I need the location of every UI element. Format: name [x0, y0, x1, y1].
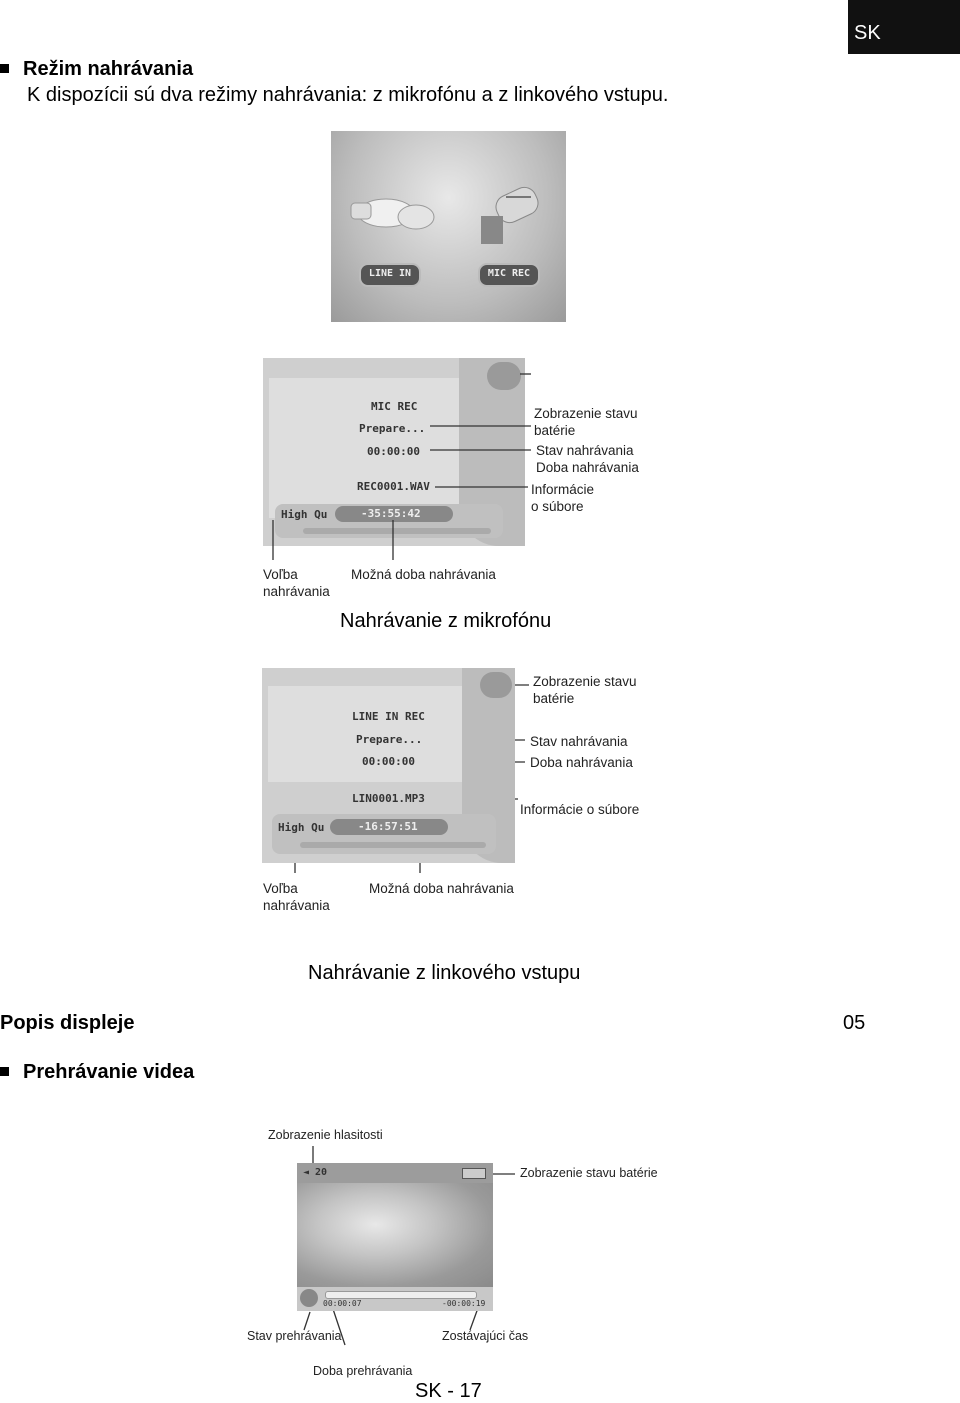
video-frame	[297, 1183, 493, 1287]
video-battery-icon	[462, 1168, 486, 1179]
line-label-rec-time: Doba nahrávania	[530, 755, 633, 770]
volume-value: 20	[315, 1167, 328, 1178]
line-rec-file: LIN0001.MP3	[352, 792, 425, 805]
video-label-play-state: Stav prehrávania	[247, 1329, 342, 1343]
mic-label-rec-time: Doba nahrávania	[536, 460, 639, 475]
video-progress-bar[interactable]	[325, 1291, 477, 1299]
line-rec-quality[interactable]: High Qu	[278, 821, 325, 834]
section-recording-text: K dispozícii sú dva režimy nahrávania: z mikrofónu a z linkového vstupu.	[27, 84, 669, 106]
mic-label-quality-sel-2: nahrávania	[263, 584, 330, 599]
mic-label-quality-sel	[263, 566, 330, 600]
line-rec-remaining: -16:57:51	[358, 820, 418, 833]
mic-rec-status: Prepare...	[359, 422, 426, 435]
play-state-icon[interactable]	[300, 1289, 318, 1307]
chapter-number: 05	[843, 1012, 866, 1034]
line-rec-battery-icon	[480, 672, 512, 698]
line-rec-time: 00:00:00	[362, 755, 415, 768]
section-video-title-text: Prehrávanie videa	[23, 1061, 195, 1083]
mic-caption: Nahrávanie z mikrofónu	[340, 610, 552, 632]
mic-rec-time: 00:00:00	[367, 445, 420, 458]
line-label-quality-sel-1: Voľba	[263, 881, 298, 896]
line-rec-status: Prepare...	[356, 733, 423, 746]
bullet-icon	[0, 1067, 9, 1076]
line-label-rec-state: Stav nahrávania	[530, 734, 628, 749]
section-video-title	[0, 1061, 194, 1084]
video-label-battery: Zobrazenie stavu batérie	[520, 1166, 658, 1180]
video-elapsed: 00:00:07	[323, 1299, 362, 1308]
display-description-title: Popis displeje	[0, 1012, 135, 1034]
page-number: SK - 17	[415, 1380, 482, 1402]
mic-label-battery	[534, 405, 638, 439]
line-label-quality-sel-2: nahrávania	[263, 898, 330, 913]
line-rec-screenshot	[262, 668, 515, 863]
line-label-battery-1: Zobrazenie stavu	[533, 674, 637, 689]
line-rec-mode: LINE IN REC	[352, 710, 425, 723]
language-tab: SK	[848, 0, 960, 54]
volume-icon: ◄	[303, 1167, 310, 1178]
section-recording-title-text: Režim nahrávania	[23, 58, 194, 80]
mic-label-battery-1: Zobrazenie stavu	[534, 406, 638, 421]
line-label-possible-time: Možná doba nahrávania	[369, 881, 514, 896]
mic-label-file-info-2: o súbore	[531, 499, 584, 514]
line-in-button[interactable]: LINE IN	[368, 268, 412, 279]
line-label-battery	[533, 673, 637, 707]
line-label-battery-2: batérie	[533, 691, 575, 706]
line-label-file-info: Informácie o súbore	[520, 802, 640, 817]
video-screenshot	[297, 1163, 493, 1311]
mic-rec-mode: MIC REC	[371, 400, 418, 413]
mic-label-file-info	[531, 481, 594, 515]
line-caption: Nahrávanie z linkového vstupu	[308, 962, 581, 984]
video-label-volume: Zobrazenie hlasitosti	[268, 1128, 383, 1142]
video-remaining: -00:00:19	[442, 1299, 486, 1308]
line-label-quality-sel	[263, 880, 330, 914]
mic-label-possible-time: Možná doba nahrávania	[351, 567, 496, 582]
mic-rec-remaining: -35:55:42	[361, 507, 421, 520]
mic-rec-quality[interactable]: High Qu	[281, 508, 328, 521]
mic-label-file-info-1: Informácie	[531, 482, 595, 497]
video-label-play-time: Doba prehrávania	[313, 1364, 413, 1378]
video-label-remaining: Zostávajúci čas	[442, 1329, 529, 1343]
mic-label-rec-state: Stav nahrávania	[536, 443, 634, 458]
mic-rec-file: REC0001.WAV	[357, 480, 430, 493]
line-rec-progress-bar	[300, 842, 486, 848]
mic-rec-button[interactable]: MIC REC	[487, 268, 531, 279]
mic-label-quality-sel-1: Voľba	[263, 567, 298, 582]
mic-label-battery-2: batérie	[534, 423, 576, 438]
